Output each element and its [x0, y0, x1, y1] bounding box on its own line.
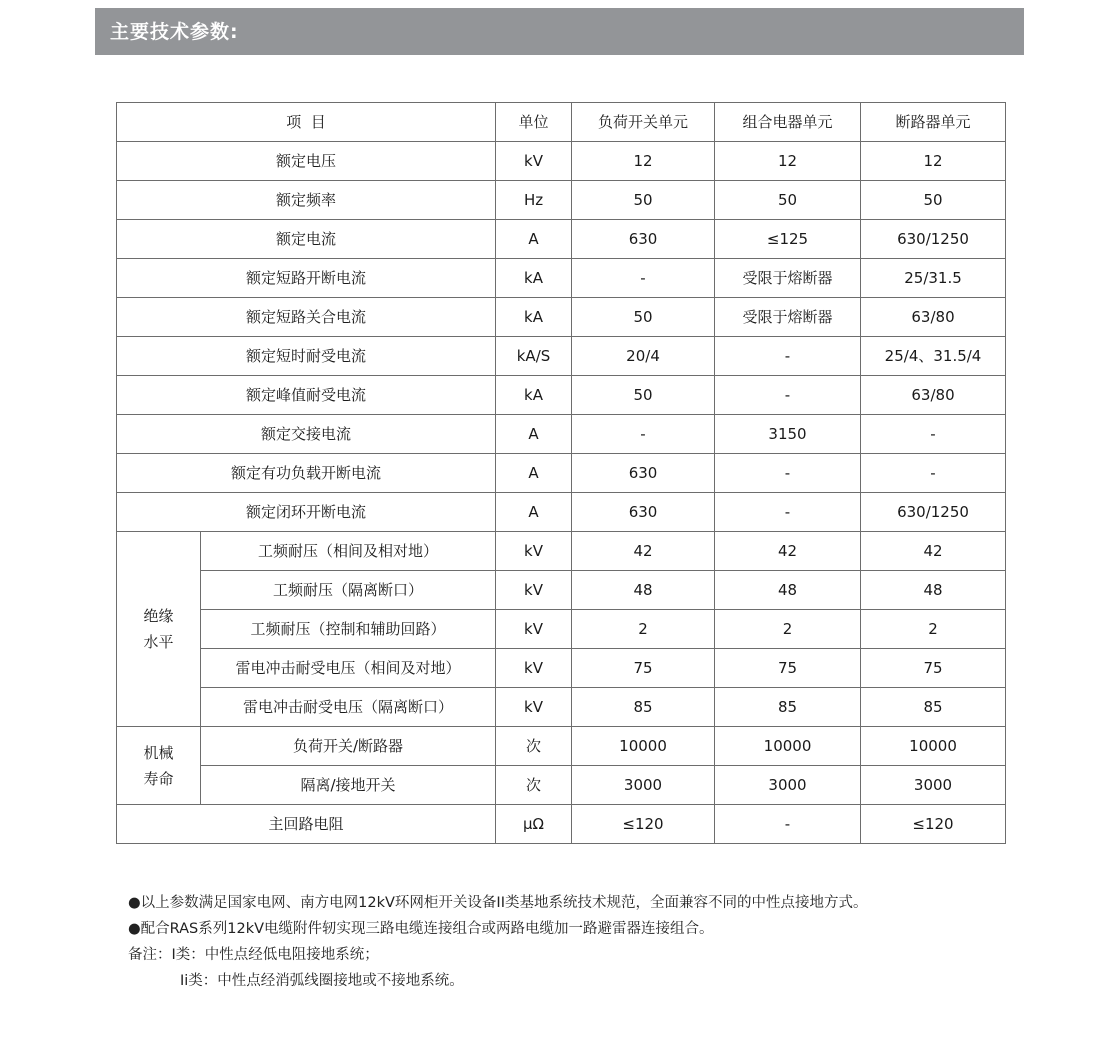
- cell-combined: -: [715, 805, 861, 844]
- row-label: 额定有功负载开断电流: [117, 454, 496, 493]
- row-label: 负荷开关/断路器: [201, 727, 496, 766]
- cell-load-switch: 75: [572, 649, 715, 688]
- column-header: 组合电器单元: [715, 103, 861, 142]
- row-label: 雷电冲击耐受电压（隔离断口）: [201, 688, 496, 727]
- cell-breaker: 48: [861, 571, 1006, 610]
- cell-load-switch: 50: [572, 298, 715, 337]
- row-label: 雷电冲击耐受电压（相间及对地）: [201, 649, 496, 688]
- cell-unit: A: [496, 454, 572, 493]
- row-label: 工频耐压（相间及相对地）: [201, 532, 496, 571]
- cell-breaker: 12: [861, 142, 1006, 181]
- column-header: 负荷开关单元: [572, 103, 715, 142]
- cell-breaker: 63/80: [861, 376, 1006, 415]
- cell-combined: 50: [715, 181, 861, 220]
- table-row: [117, 727, 1006, 766]
- cell-combined: ≤125: [715, 220, 861, 259]
- cell-breaker: 42: [861, 532, 1006, 571]
- cell-combined: -: [715, 454, 861, 493]
- cell-unit: μΩ: [496, 805, 572, 844]
- table-row: [117, 259, 1006, 298]
- group-label-line: 绝缘: [143, 607, 174, 625]
- cell-load-switch: -: [572, 415, 715, 454]
- cell-combined: 3000: [715, 766, 861, 805]
- cell-unit: A: [496, 493, 572, 532]
- cell-load-switch: 85: [572, 688, 715, 727]
- cell-combined: 10000: [715, 727, 861, 766]
- cell-combined: 75: [715, 649, 861, 688]
- cell-combined: 受限于熔断器: [715, 259, 861, 298]
- group-label-line: 机械: [143, 743, 174, 762]
- column-header: 单位: [496, 103, 572, 142]
- cell-combined: 48: [715, 571, 861, 610]
- cell-load-switch: 48: [572, 571, 715, 610]
- cell-breaker: 2: [861, 610, 1006, 649]
- note-line: Ii类：中性点经消弧线圈接地或不接地系统。: [180, 973, 464, 989]
- column-header: 项 目: [117, 103, 496, 142]
- cell-unit: 次: [496, 727, 572, 766]
- cell-load-switch: 50: [572, 181, 715, 220]
- row-label: 额定短时耐受电流: [117, 337, 496, 376]
- cell-breaker: ≤120: [861, 805, 1006, 844]
- section-title: 主要技术参数:: [110, 21, 239, 43]
- cell-breaker: 630/1250: [861, 220, 1006, 259]
- cell-load-switch: 50: [572, 376, 715, 415]
- cell-combined: 12: [715, 142, 861, 181]
- row-label: 工频耐压（隔离断口）: [201, 571, 496, 610]
- cell-breaker: -: [861, 415, 1006, 454]
- cell-unit: kV: [496, 649, 572, 688]
- table-row: [117, 220, 1006, 259]
- cell-combined: 85: [715, 688, 861, 727]
- cell-combined: -: [715, 376, 861, 415]
- note-line: 备注：I类：中性点经低电阻接地系统；: [128, 947, 379, 963]
- table-row: [117, 571, 1006, 610]
- table-row: [117, 376, 1006, 415]
- row-label: 主回路电阻: [117, 805, 496, 844]
- cell-combined: -: [715, 493, 861, 532]
- row-label: 额定短路关合电流: [117, 298, 496, 337]
- cell-load-switch: 630: [572, 220, 715, 259]
- cell-load-switch: 10000: [572, 727, 715, 766]
- cell-load-switch: 12: [572, 142, 715, 181]
- column-header: 断路器单元: [861, 103, 1006, 142]
- row-label: 工频耐压（控制和辅助回路）: [201, 610, 496, 649]
- cell-unit: A: [496, 220, 572, 259]
- cell-breaker: 75: [861, 649, 1006, 688]
- table-row: [117, 610, 1006, 649]
- cell-load-switch: 20/4: [572, 337, 715, 376]
- cell-breaker: 63/80: [861, 298, 1006, 337]
- insulation-group-label: [117, 532, 201, 727]
- cell-unit: kV: [496, 688, 572, 727]
- group-label-line: 水平: [143, 633, 174, 651]
- notes: [128, 890, 867, 994]
- cell-unit: kV: [496, 571, 572, 610]
- note-line: ●配合RAS系列12kV电缆附件轫实现三路电缆连接组合或两路电缆加一路避雷器连接组合。: [128, 921, 714, 937]
- cell-unit: kA: [496, 259, 572, 298]
- table-row: [117, 454, 1006, 493]
- table-row: [117, 649, 1006, 688]
- cell-breaker: 3000: [861, 766, 1006, 805]
- cell-load-switch: ≤120: [572, 805, 715, 844]
- row-label: 额定频率: [117, 181, 496, 220]
- cell-unit: A: [496, 415, 572, 454]
- row-label: 隔离/接地开关: [201, 766, 496, 805]
- cell-load-switch: 2: [572, 610, 715, 649]
- row-label: 额定短路开断电流: [117, 259, 496, 298]
- table-row: [117, 181, 1006, 220]
- spec-table: [116, 102, 1006, 844]
- table-row: [117, 766, 1006, 805]
- cell-breaker: 50: [861, 181, 1006, 220]
- note-line: ●以上参数满足国家电网、南方电网12kV环网柜开关设备II类基地系统技术规范，全面兼容不同的中性点接地方式。: [128, 895, 868, 911]
- group-label-line: 寿命: [143, 769, 174, 788]
- cell-breaker: 85: [861, 688, 1006, 727]
- cell-load-switch: -: [572, 259, 715, 298]
- row-label: 额定电流: [117, 220, 496, 259]
- cell-combined: 42: [715, 532, 861, 571]
- cell-unit: kV: [496, 610, 572, 649]
- section-header-bar: [95, 8, 1024, 55]
- table-row: [117, 415, 1006, 454]
- table-row: [117, 532, 1006, 571]
- table-row: [117, 805, 1006, 844]
- cell-unit: kA: [496, 298, 572, 337]
- cell-breaker: 10000: [861, 727, 1006, 766]
- table-row: [117, 142, 1006, 181]
- cell-breaker: -: [861, 454, 1006, 493]
- cell-load-switch: 630: [572, 454, 715, 493]
- cell-load-switch: 42: [572, 532, 715, 571]
- table-header-row: [117, 103, 1006, 142]
- cell-breaker: 25/31.5: [861, 259, 1006, 298]
- row-label: 额定交接电流: [117, 415, 496, 454]
- cell-unit: Hz: [496, 181, 572, 220]
- cell-unit: kV: [496, 532, 572, 571]
- cell-unit: kV: [496, 142, 572, 181]
- cell-combined: -: [715, 337, 861, 376]
- table-row: [117, 337, 1006, 376]
- table-row: [117, 298, 1006, 337]
- cell-unit: kA: [496, 376, 572, 415]
- cell-breaker: 630/1250: [861, 493, 1006, 532]
- cell-combined: 3150: [715, 415, 861, 454]
- cell-unit: kA/S: [496, 337, 572, 376]
- table-row: [117, 688, 1006, 727]
- cell-load-switch: 630: [572, 493, 715, 532]
- mechanical-life-group-label: [117, 727, 201, 805]
- cell-combined: 2: [715, 610, 861, 649]
- row-label: 额定峰值耐受电流: [117, 376, 496, 415]
- row-label: 额定电压: [117, 142, 496, 181]
- cell-combined: 受限于熔断器: [715, 298, 861, 337]
- cell-unit: 次: [496, 766, 572, 805]
- cell-breaker: 25/4、31.5/4: [861, 337, 1006, 376]
- row-label: 额定闭环开断电流: [117, 493, 496, 532]
- table-row: [117, 493, 1006, 532]
- cell-load-switch: 3000: [572, 766, 715, 805]
